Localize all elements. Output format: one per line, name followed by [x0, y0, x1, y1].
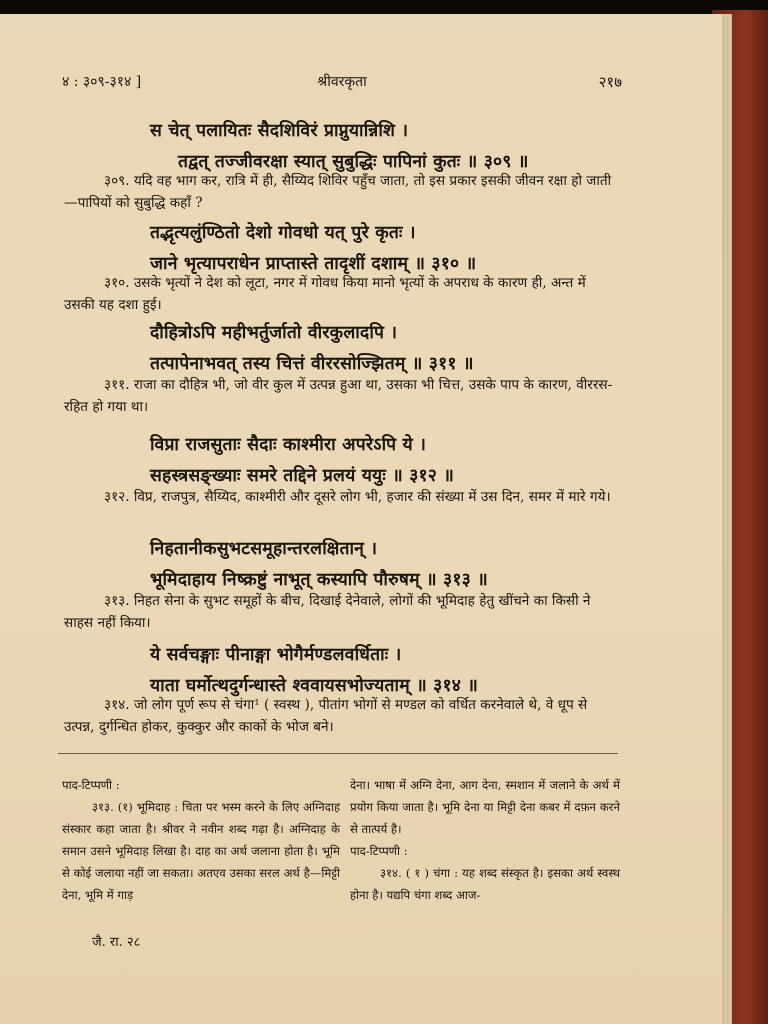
- verse-314: [150, 642, 612, 697]
- verse-line-2: भूमिदाहाय निष्क्रष्टुं नाभूत् कस्यापि पौरुषम् ॥ ३१३ ॥: [150, 570, 488, 590]
- verse-line-2: जाने भृत्यापराधेन प्राप्तास्ते तादृशीं दशाम् ॥ ३१० ॥: [150, 254, 477, 274]
- verse-line-1: ये सर्वचङ्गाः पीनाङ्गा भोगैर्मण्डलवर्धिताः ।: [150, 645, 402, 665]
- translation-313: ३१३. निहत सेना के सुभट समूहों के बीच, दिखाई देनेवाले, लोगों की भूमिदाह हेतु खींचने का किसी ने साहस नहीं किया।: [64, 593, 591, 631]
- verse-line-1: दौहित्रोऽपि महीभर्तुर्जातो वीरकुलादपि ।: [150, 323, 398, 343]
- page-number: २१७: [598, 73, 622, 91]
- header-title: श्रीवरकृता: [317, 74, 367, 90]
- verse-line-2: तत्पापेनाभवत् तस्य चित्तं वीररसोज्झितम् ॥ ३११ ॥: [150, 354, 474, 374]
- translation-312: ३१२. विप्र, राजपुत्र, सैय्यिद, काश्मीरी और दूसरे लोग भी, हजार की संख्या में उस दिन, समर में मारे गये।: [104, 489, 611, 505]
- footnote-314: ३१४. ( १ ) चंगा : यह शब्द संस्कृत है। इसका अर्थ स्वस्थ होना है। यद्यपि चंगा शब्द आज-: [350, 866, 620, 902]
- footnote-313-continued: देना। भाषा में अग्नि देना, आग देना, स्मशान में जलाने के अर्थ में प्रयोग किया जाता है। भूमि देना या मिट्टी देना कबर में दफ़न करने से तात्पर्य है।: [350, 778, 620, 836]
- translation-309: ३०९. यदि वह भाग कर, रात्रि में ही, सैय्यिद शिविर पहुँच जाता, तो इस प्रकार इसकी जीवन रक्षा हो जाती—पापियों को सुबुद्धि कहाँ ?: [64, 173, 612, 211]
- verse-line-1: विप्रा राजसुताः सैदाः काश्मीरा अपरेऽपि ये ।: [150, 435, 427, 455]
- footnote-heading: पाद-टिप्पणी :: [350, 844, 408, 858]
- footnote-divider: [58, 753, 618, 754]
- verse-line-2: तद्वत् तज्जीवरक्षा स्यात् सुबुद्धिः पापिनां कुतः ॥ ३०९ ॥: [178, 152, 529, 172]
- verse-line-2: सहस्त्रसङ्ख्याः समरे तद्दिने प्रलयं ययुः ॥ ३१२ ॥: [150, 466, 455, 486]
- footnote-heading: पाद-टिप्पणी :: [62, 778, 120, 792]
- header-verse-range: ४ : ३०९-३१४ ]: [62, 74, 142, 90]
- top-dark-edge: [0, 0, 768, 14]
- translation-314: ३१४. जो लोग पूर्ण रूप से चंगा¹ ( स्वस्थ ), पीतांग भोगों से मण्डल को वर्धित करनेवाले थे, वे धूप से उत्पन्न, दुर्गन्धित होकर, कुक्कुर और काकों के भोज बने।: [64, 697, 588, 735]
- book-page: [0, 14, 722, 1024]
- footnote-313: ३१३. (१) भूमिदाह : चिता पर भस्म करने के लिए अग्निदाह संस्कार कहा जाता है। श्रीवर ने नवीन शब्द गढ़ा है। अग्निदाह के समान उसने भूमिदाह लिखा है। दाह का अर्थ जलाना होता है। भूमि से कोई जलाया नहीं जा सकता। अतएव उसका सरल अर्थ है—मिट्टी देना, भूमि में गाड़: [62, 800, 340, 902]
- verse-313: [150, 536, 612, 591]
- verse-line-1: तद्भृत्यलुंण्ठितो देशो गोवधो यत् पुरे कृतः ।: [150, 223, 416, 243]
- verse-311: [150, 320, 612, 375]
- verse-310: [150, 220, 612, 275]
- verse-line-1: स चेत् पलायितः सैदशिविरं प्राप्नुयान्निशि ।: [150, 121, 409, 141]
- printer-signature: जै. रा. २८: [92, 935, 141, 950]
- footnote-column-left: [62, 774, 340, 906]
- verse-line-1: निहतानीकसुभटसमूहान्तरलक्षितान् ।: [150, 539, 378, 559]
- verse-line-2: याता घर्मोत्थदुर्गन्धास्ते श्ववायसभोज्यताम् ॥ ३१४ ॥: [150, 676, 479, 696]
- running-header: [62, 72, 622, 96]
- verse-309: [150, 118, 612, 173]
- translation-311: ३११. राजा का दौहित्र भी, जो वीर कुल में उत्पन्न हुआ था, उसका भी चित्त, उसके पाप के कारण, वीररस-रहित हो गया था।: [64, 377, 613, 415]
- verse-312: [150, 432, 612, 487]
- footnote-column-right: [350, 774, 620, 906]
- translation-310: ३१०. उसके भृत्यों ने देश को लूटा, नगर में गोवध किया मानो भृत्यों के अपराध के कारण ही, अन्त में उसकी यह दशा हुई।: [64, 275, 586, 313]
